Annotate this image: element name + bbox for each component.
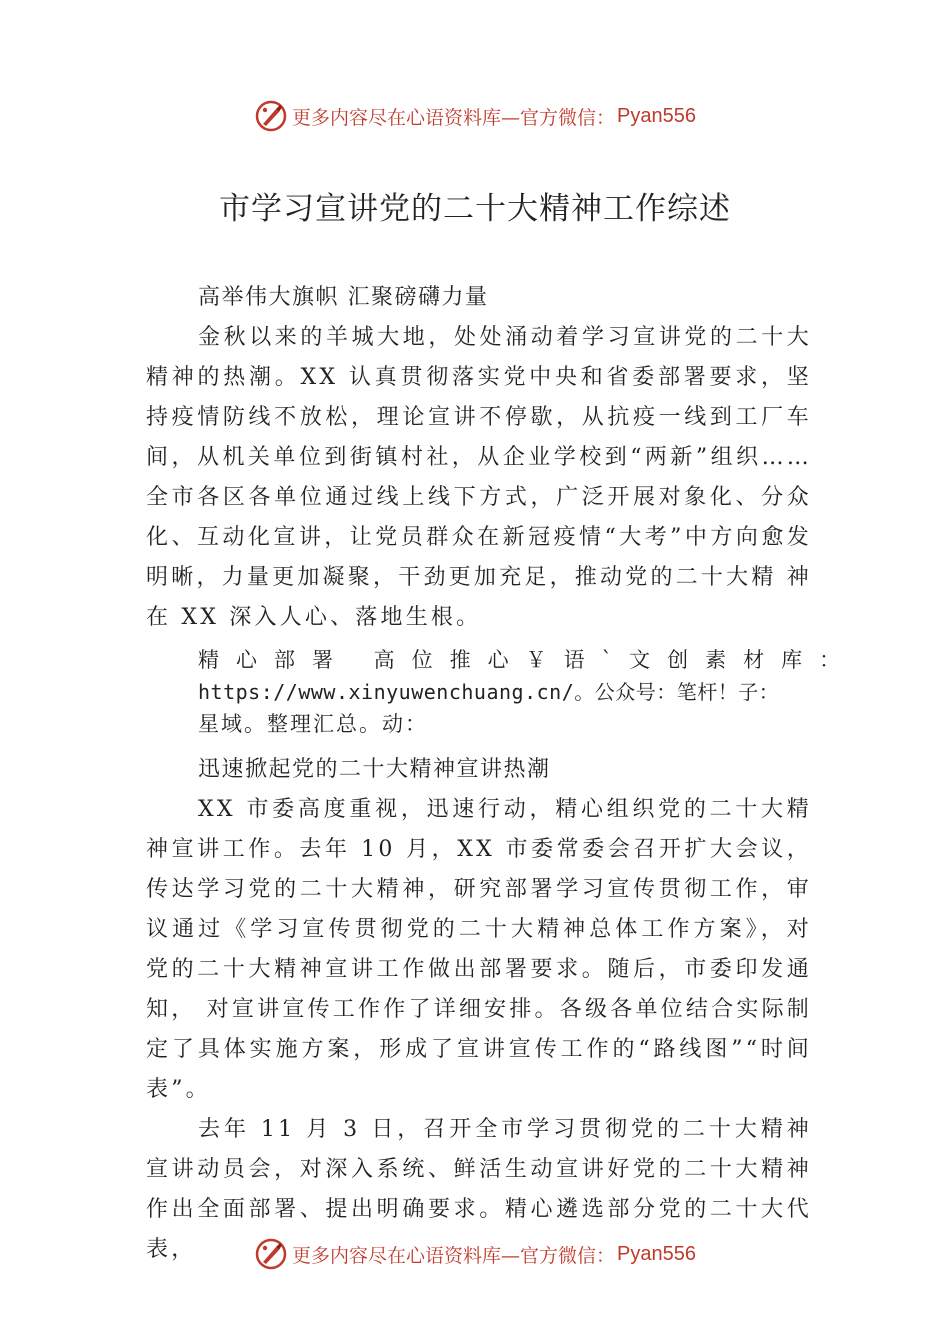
document-body bbox=[146, 278, 858, 1270]
subheading: 高举伟大旗帜 汇聚磅礴力量 bbox=[198, 285, 489, 310]
document-title: 市学习宣讲党的二十大精神工作综述 bbox=[219, 191, 731, 227]
watermark-text: 更多内容尽在心语资料库—官方微信： bbox=[292, 1244, 616, 1267]
header-watermark bbox=[0, 96, 950, 136]
inserted-ad-text bbox=[198, 644, 858, 740]
paragraph: 去年 11 月 3 日，召开全市学习贯彻党的二十大精神宣讲动员会，对深入系统、鲜活生动宣讲好党的二十大精神作出全面部署、提出明确要求。精心遴选部分党的二十大代表， bbox=[146, 1117, 812, 1262]
watermark-wechat-id: Pyan556 bbox=[617, 1242, 696, 1265]
subheading: 迅速掀起党的二十大精神宣讲热潮 bbox=[198, 757, 551, 782]
watermark-wechat-id: Pyan556 bbox=[617, 104, 696, 127]
ad-line: 精心部署 高位推心￥语`文创素材库： bbox=[198, 648, 858, 672]
footer-watermark bbox=[0, 1234, 950, 1274]
pen-logo-icon bbox=[254, 99, 288, 133]
paragraph: XX 市委高度重视，迅速行动，精心组织党的二十大精神宣讲工作。去年 10 月，XX 市委常委会召开扩大会议，传达学习党的二十大精神，研究部署学习宣传贯彻工作，审议通过《学习宣传贯彻党的二十大精神总体工作方案》，对党的二十大精神宣讲工作做出部署要求。随后，市委印发通知， 对宣讲宣传工作作了详细安排。各级各单位结合实际制定了具体实施方案，形成了宣讲宣传工作的“路线图”“时间表”。 bbox=[146, 797, 812, 1102]
pen-logo-icon bbox=[254, 1237, 288, 1271]
ad-url-line: https://www.xinyuwenchuang.cn/。公众号：笔杆！子： bbox=[198, 680, 780, 704]
watermark-text: 更多内容尽在心语资料库—官方微信： bbox=[292, 106, 616, 129]
paragraph: 金秋以来的羊城大地，处处涌动着学习宣讲党的二十大精神的热潮。XX 认真贯彻落实党中央和省委部署要求，坚持疫情防线不放松，理论宣讲不停歇，从抗疫一线到工厂车间，从机关单位到街镇村社，从企业学校到“两新”组织……全市各区各单位通过线上线下方式，广泛开展对象化、分众化、互动化宣讲，让党员群众在新冠疫情“大考”中方向愈发明晰，力量更加凝聚，干劲更加充足，推动党的二十大精 神在 XX 深入人心、落地生根。 bbox=[146, 325, 812, 630]
ad-line: 星域。整理汇总。动： bbox=[198, 712, 428, 736]
